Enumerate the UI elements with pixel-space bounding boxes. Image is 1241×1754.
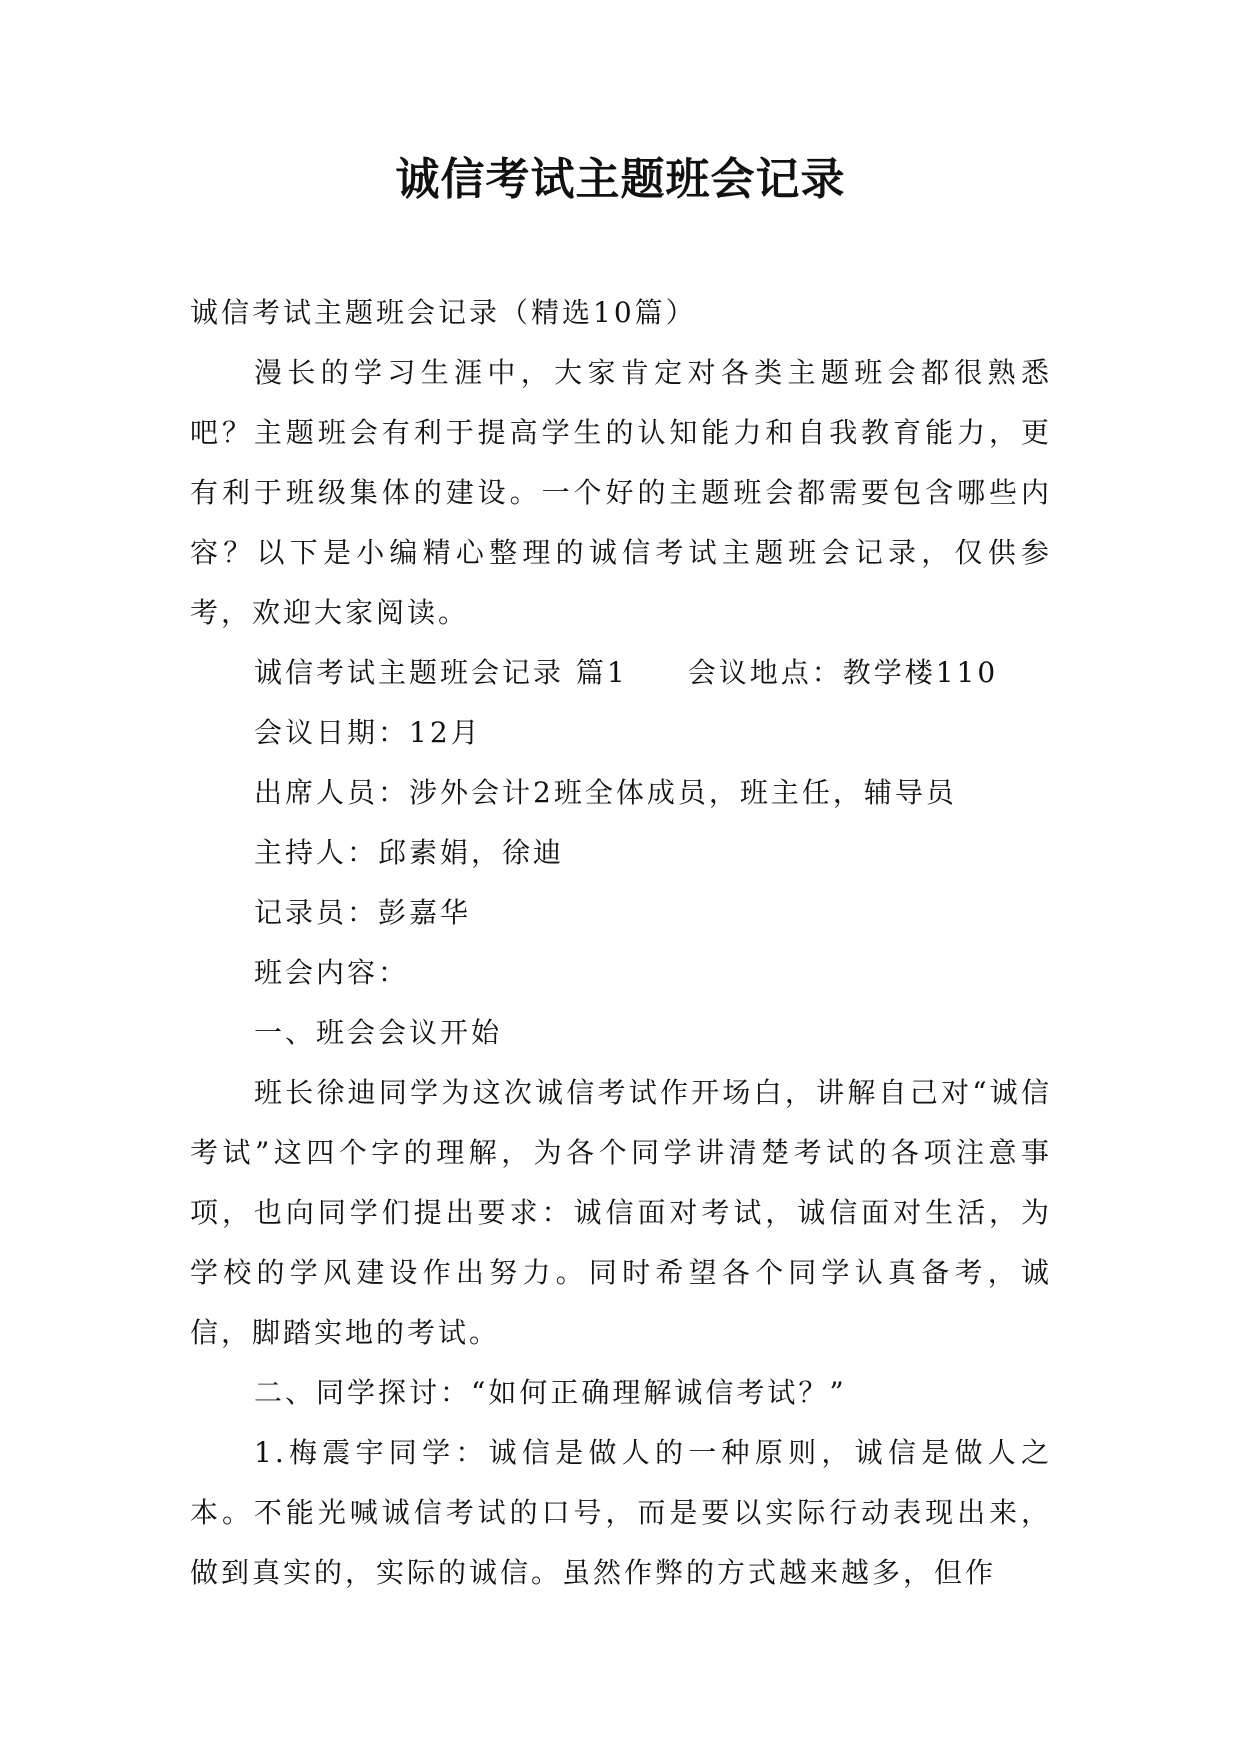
- meeting-date: 会议日期：12月: [254, 716, 482, 749]
- document-title: 诚信考试主题班会记录: [395, 154, 846, 205]
- meeting-location: 会议地点：教学楼110: [687, 656, 999, 689]
- section-heading: 诚信考试主题班会记录 篇1: [254, 656, 628, 689]
- meeting-hosts: 主持人：邱素娟，徐迪: [254, 836, 565, 869]
- intro-paragraph: 漫长的学习生涯中，大家肯定对各类主题班会都很熟悉吧？主题班会有利于提高学生的认知能力和自我教育能力，更有利于班级集体的建设。一个好的主题班会都需要包含哪些内容？以下是小编精心整理的诚信考试主题班会记录，仅供参考，欢迎大家阅读。: [190, 356, 1052, 629]
- part1-paragraph: 班长徐迪同学为这次诚信考试作开场白，讲解自己对“诚信考试”这四个字的理解，为各个同学讲清楚考试的各项注意事项，也向同学们提出要求：诚信面对考试，诚信面对生活，为学校的学风建设作出努力。同时希望各个同学认真备考，诚信，脚踏实地的考试。: [190, 1076, 1052, 1349]
- section-heading-line: [190, 643, 1052, 703]
- meeting-recorder: 记录员：彭嘉华: [254, 896, 472, 929]
- document-subtitle: 诚信考试主题班会记录（精选10篇）: [190, 296, 697, 329]
- content-label: 班会内容：: [254, 956, 410, 989]
- part2-item1-paragraph: 1.梅震宇同学：诚信是做人的一种原则，诚信是做人之本。不能光喊诚信考试的口号，而是要以实际行动表现出来，做到真实的，实际的诚信。虽然作弊的方式越来越多，但作: [190, 1436, 1052, 1589]
- part2-heading: 二、同学探讨：“如何正确理解诚信考试？”: [254, 1376, 847, 1409]
- meeting-attendees: 出席人员：涉外会计2班全体成员，班主任，辅导员: [254, 776, 957, 809]
- part1-heading: 一、班会会议开始: [254, 1016, 503, 1049]
- document-body: [190, 283, 1052, 1603]
